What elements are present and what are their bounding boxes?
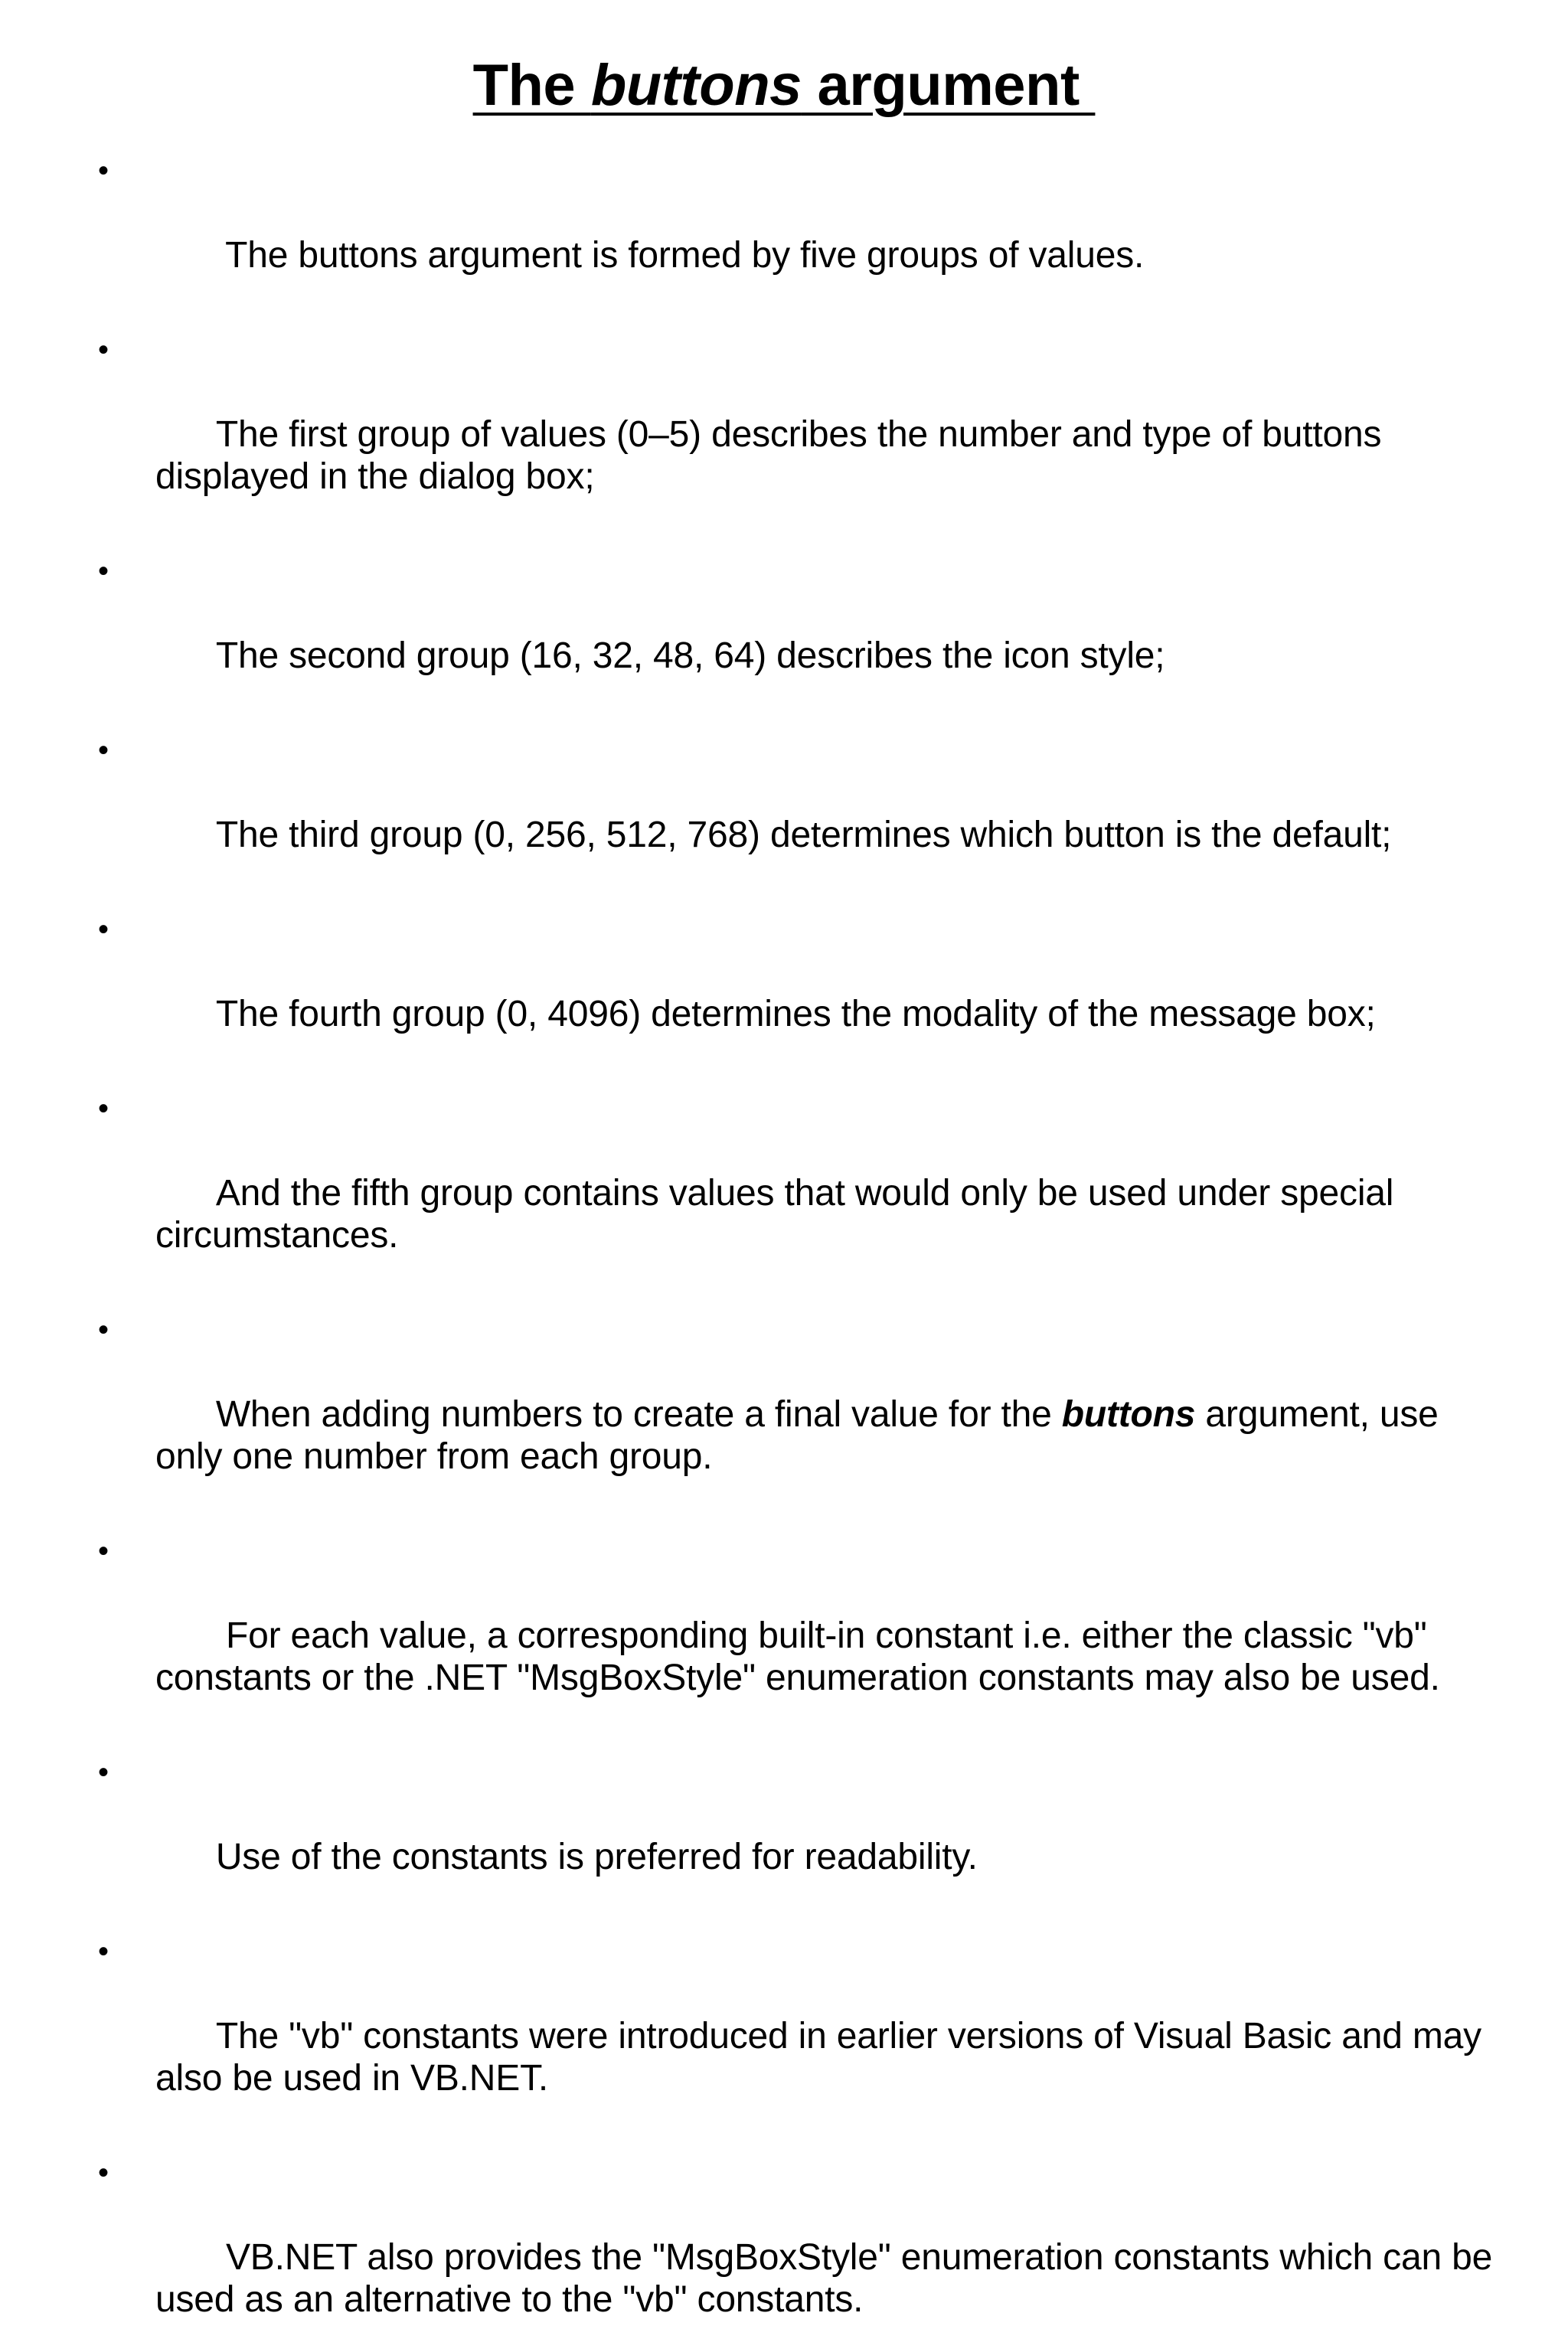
bullet-dot-icon: • [98, 1313, 109, 1347]
bullet-item-11 [98, 2152, 1503, 2352]
bullet-dot-icon: • [98, 1534, 109, 1568]
bullet-dot-icon: • [98, 733, 109, 767]
bullet-item-2 [98, 329, 1499, 540]
slide-title-text [473, 53, 1096, 118]
bullet-text: VB.NET also provides the "MsgBoxStyle" enumeration constants which can be used as an alternative to the "vb" constants. [155, 2237, 1503, 2320]
bullet-dot-icon: • [98, 1935, 109, 1968]
bullet-dot-icon: • [98, 154, 109, 188]
title-suffix: argument [801, 53, 1096, 118]
bullet-text: For each value, a corresponding built-in constant i.e. either the classic "vb" constants or the .NET "MsgBoxStyle" enumeration constants may also be used. [155, 1615, 1440, 1698]
bullet-text-emphasis: buttons [1061, 1394, 1196, 1435]
bullet-dot-icon: • [98, 913, 109, 946]
bullet-text-after: argument, use only one number from each group. [155, 1394, 1449, 1477]
bullet-item-4 [98, 730, 1499, 898]
slide-title [0, 47, 1568, 124]
bullet-item-10 [98, 1931, 1499, 2141]
bullet-dot-icon: • [98, 554, 109, 588]
bullet-text-before: When adding numbers to create a final value for the [215, 1394, 1062, 1435]
bullet-text: Use of the constants is preferred for readability. [215, 1837, 978, 1877]
bullet-dot-icon: • [98, 1756, 109, 1789]
bullet-text: The fourth group (0, 4096) determines the modality of the message box; [215, 994, 1376, 1034]
bullet-text: And the fifth group contains values that would only be used under special circumstances. [155, 1173, 1404, 1256]
bullet-item-1 [98, 150, 1499, 318]
bullet-item-9 [98, 1752, 1499, 1920]
bullet-item-3 [98, 550, 1499, 719]
bullet-text: The first group of values (0–5) describes the number and type of buttons displayed in the dialog box; [155, 414, 1392, 497]
bullet-text: The second group (16, 32, 48, 64) describes the icon style; [215, 635, 1165, 676]
bullet-dot-icon: • [98, 333, 109, 367]
bullet-dot-icon: • [98, 1092, 109, 1125]
bullet-text: The third group (0, 256, 512, 768) determines which button is the default; [215, 815, 1392, 855]
bullet-item-7 [98, 1309, 1499, 1520]
bullet-item-8 [98, 1530, 1499, 1741]
bullet-item-6 [98, 1088, 1499, 1298]
title-emphasis: buttons [590, 53, 802, 118]
bullet-text: The buttons argument is formed by five groups of values. [215, 235, 1145, 276]
bullet-item-5 [98, 909, 1499, 1077]
bullet-list [98, 150, 1503, 2352]
title-prefix: The [472, 53, 591, 118]
bullet-text: The "vb" constants were introduced in earlier versions of Visual Basic and may also be used in VB.NET. [155, 2016, 1492, 2099]
bullet-dot-icon: • [98, 2156, 109, 2190]
